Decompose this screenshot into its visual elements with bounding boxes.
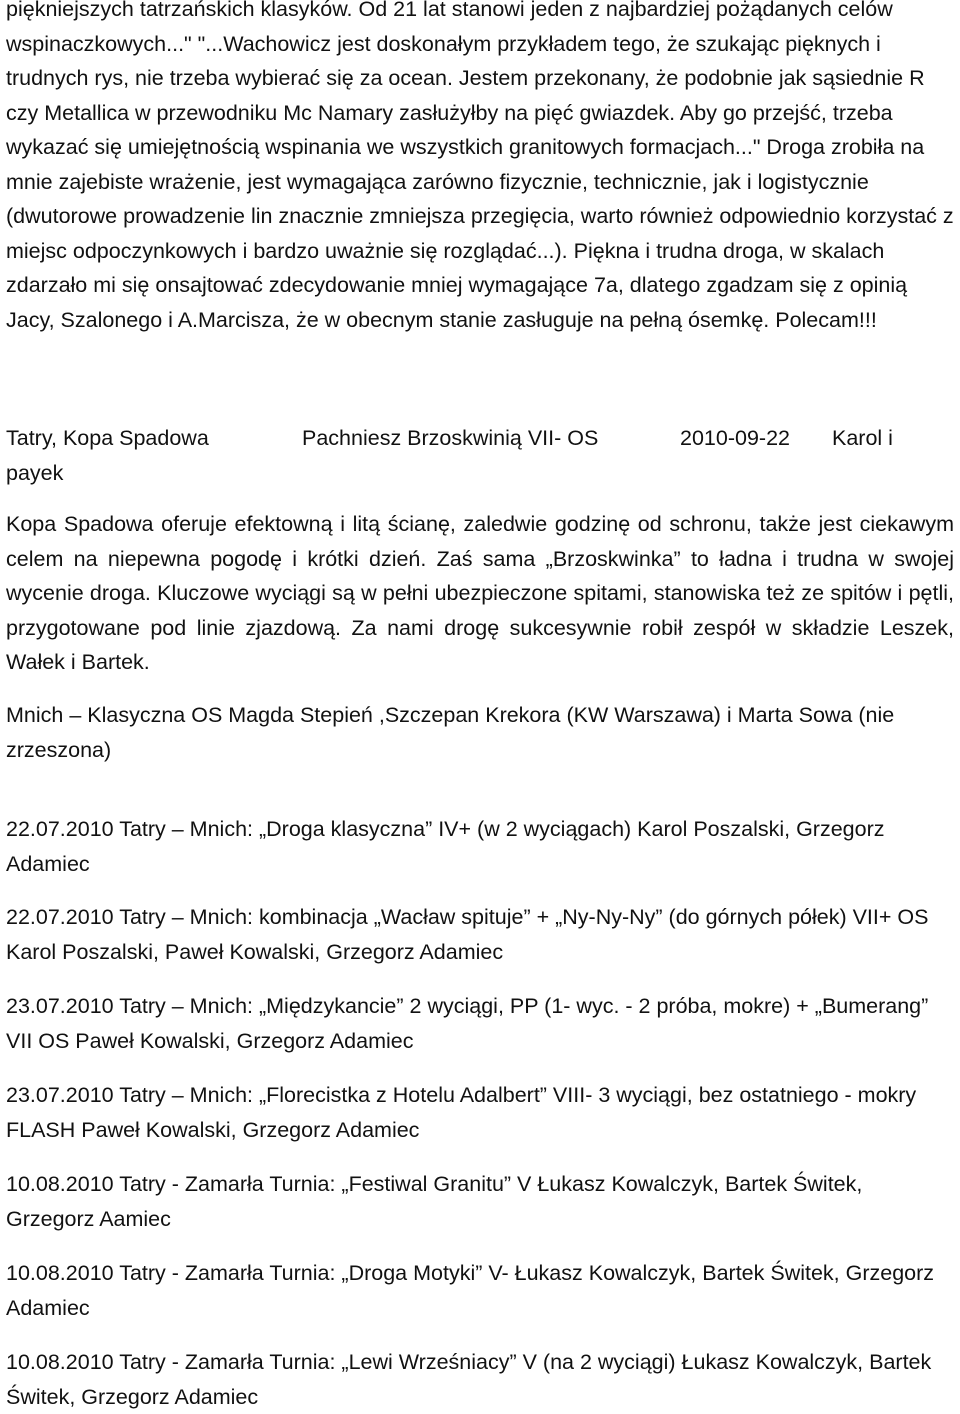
entry-climber: Karol i [832,426,893,450]
log-entry: 22.07.2010 Tatry – Mnich: „Droga klasyczna” IV+ (w 2 wyciągach) Karol Poszalski, Grzegorz Adamiec [6,817,885,876]
entry-description: Kopa Spadowa oferuje efektowną i litą ścianę, zaledwie godzinę od schronu, także jest ciekawym celem na niepewna pogodę i krótki dzień. Zaś sama „Brzoskwinka” to ładna i trudna w swojej wycenie droga. Kluczowe wyciągi są w pełni ubezpieczone spitami, stanowiska też ze spitów i pętli, przygotowane pod linie zjazdową. Za nami drogę sukcesywnie robił zespół w składzie Leszek, Wałek i Bartek. [6,512,954,674]
entry-route: Pachniesz Brzoskwinią VII- OS [302,426,599,450]
entry-date: 2010-09-22 [680,426,790,450]
log-entry: 23.07.2010 Tatry – Mnich: „Florecistka z Hotelu Adalbert” VIII- 3 wyciągi, bez ostatniego - mokry FLASH Paweł Kowalski, Grzegorz Adamiec [6,1083,917,1142]
entry-location: Tatry, Kopa Spadowa [6,426,209,450]
log-entry: 22.07.2010 Tatry – Mnich: kombinacja „Wacław spituje” + „Ny-Ny-Ny” (do górnych półek) VII+ OS Karol Poszalski, Paweł Kowalski, Grzegorz Adamiec [6,905,929,964]
review-paragraph: piękniejszych tatrzańskich klasyków. Od 21 lat stanowi jeden z najbardziej pożądanych celów wspinaczkowych..." "...Wachowicz jest doskonałym przykładem tego, że szukając pięknych i trudnych rys, nie trzeba wybierać się za ocean. Jestem przekonany, że podobnie jak sąsiednie R czy Metallica w przewodniku Mc Namary zasłużyłby na pięć gwiazdek. Aby go przejść, trzeba wykazać się umiejętnością wspinania we wszystkich granitowych formacjach..." Droga zrobiła na mnie zajebiste wrażenie, jest wymagająca zarówno fizycznie, technicznie, jak i logistycznie (dwutorowe prowadzenie lin znacznie zmniejsza przegięcia, warto również odpowiednio korzystać z miejsc odpoczynkowych i bardzo uważnie się rozglądać...). Piękna i trudna droga, w skalach zdarzało mi się onsajtować zdecydowanie mniej wymagające 7a, dlatego zgadzam się z opinią Jacy, Szalonego i A.Marcisza, że w obecnym stanie zasługuje na pełną ósemkę. Polecam!!! [6,0,954,332]
climb-entry-header [6,421,954,491]
log-entry: 23.07.2010 Tatry – Mnich: „Międzykancie” 2 wyciągi, PP (1- wyc. - 2 próba, mokre) + „Bumerang” VII OS Paweł Kowalski, Grzegorz Adamiec [6,994,929,1053]
mnich-note: Mnich – Klasyczna OS Magda Stepień ,Szczepan Krekora (KW Warszawa) i Marta Sowa (nie zrzeszona) [6,703,895,762]
log-entry: 10.08.2010 Tatry - Zamarła Turnia: „Droga Motyki” V- Łukasz Kowalczyk, Bartek Świtek, Grzegorz Adamiec [6,1261,935,1320]
log-entry: 10.08.2010 Tatry - Zamarła Turnia: „Lewi Wrześniacy” V (na 2 wyciągi) Łukasz Kowalczyk, Bartek Świtek, Grzegorz Adamiec [6,1350,932,1409]
log-entry: 10.08.2010 Tatry - Zamarła Turnia: „Festiwal Granitu” V Łukasz Kowalczyk, Bartek Świtek, Grzegorz Aamiec [6,1172,863,1231]
entry-climber-continued: payek [6,460,64,485]
